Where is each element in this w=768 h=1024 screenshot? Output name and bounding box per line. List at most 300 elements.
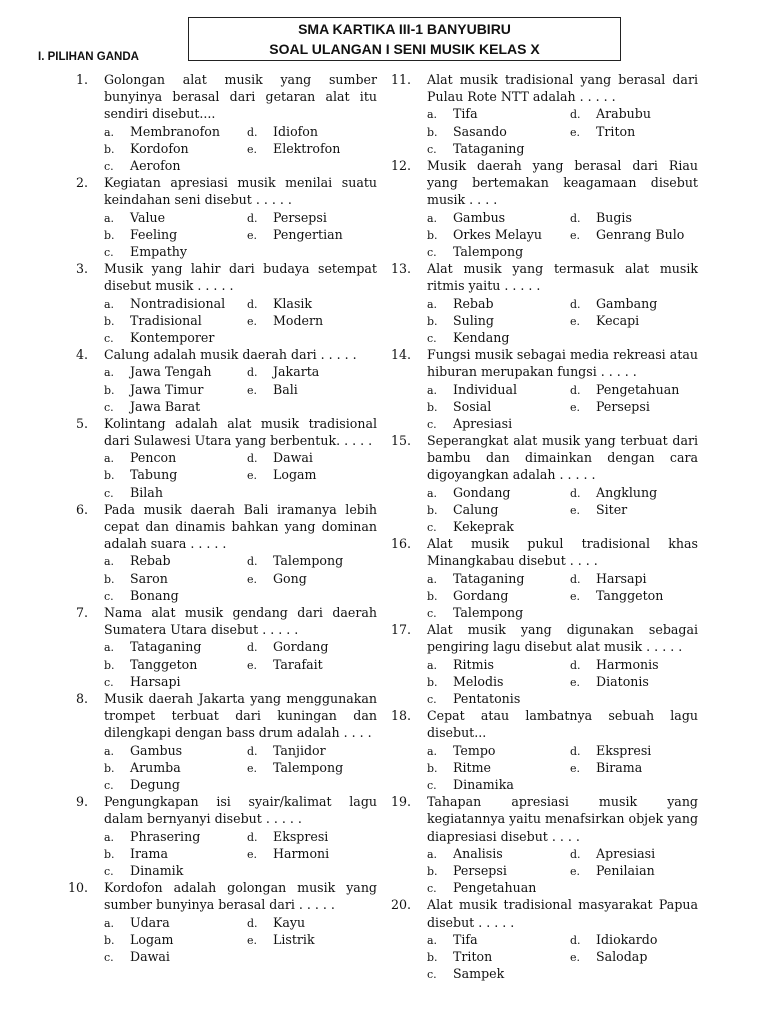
- option-letter: b.: [104, 761, 115, 775]
- option-text: Apresiasi: [453, 415, 513, 431]
- option-text: Rebab: [130, 553, 171, 569]
- option-d: [570, 484, 657, 502]
- option-letter: c.: [427, 417, 437, 431]
- option-letter: b.: [104, 658, 115, 672]
- option-a: [427, 484, 511, 502]
- option-text: Pengetahuan: [596, 381, 680, 397]
- option-letter: e.: [247, 383, 258, 397]
- answer-options: [427, 381, 698, 433]
- option-b: [104, 570, 168, 588]
- option-text: Listrik: [273, 931, 315, 947]
- option-text: Sasando: [453, 123, 507, 139]
- option-letter: e.: [247, 469, 258, 483]
- question-text: Alat musik yang digunakan sebagai pengiring lagu disebut alat musik . . . . .: [427, 622, 698, 655]
- answer-options: [104, 449, 377, 501]
- option-a: [104, 449, 176, 467]
- answer-options: [427, 845, 698, 897]
- option-letter: b.: [104, 933, 115, 947]
- option-letter: d.: [570, 933, 581, 947]
- option-text: Ekspresi: [273, 828, 329, 844]
- question-text: Kegiatan apresiasi musik menilai suatu keindahan seni disebut . . . . .: [104, 175, 377, 208]
- option-b: [104, 381, 203, 399]
- option-a: [104, 295, 225, 313]
- option-text: Birama: [596, 759, 643, 775]
- question-number: 2.: [75, 175, 88, 191]
- option-text: Tifa: [453, 106, 478, 122]
- option-e: [247, 931, 315, 949]
- question-number: 3.: [75, 261, 88, 277]
- option-e: [570, 948, 647, 966]
- option-letter: e.: [247, 761, 258, 775]
- option-letter: c.: [104, 589, 114, 603]
- option-letter: c.: [104, 778, 114, 792]
- option-e: [247, 656, 323, 674]
- question-item: [387, 260, 698, 346]
- option-letter: c.: [104, 159, 114, 173]
- question-text: Kordofon adalah golongan musik yang sumber bunyinya berasal dari . . . . .: [104, 880, 377, 913]
- option-c: [427, 140, 524, 158]
- option-letter: d.: [247, 297, 258, 311]
- option-e: [570, 673, 649, 691]
- answer-options: [427, 742, 698, 794]
- answer-options: [104, 828, 377, 880]
- question-text: Musik yang lahir dari budaya setempat disebut musik . . . . .: [104, 261, 377, 294]
- option-text: Tanggeton: [130, 656, 198, 672]
- option-letter: d.: [247, 211, 258, 225]
- option-letter: d.: [247, 555, 258, 569]
- option-b: [427, 862, 507, 880]
- question-text: Pada musik daerah Bali iramanya lebih cepat dan dinamis bahkan yang dominan adalah suara . . . . .: [104, 501, 377, 552]
- option-text: Irama: [130, 845, 168, 861]
- option-text: Kayu: [273, 914, 306, 930]
- question-item: [64, 346, 377, 415]
- option-b: [427, 673, 504, 691]
- option-a: [104, 209, 165, 227]
- option-c: [104, 398, 200, 416]
- option-e: [570, 759, 642, 777]
- option-letter: c.: [104, 864, 114, 878]
- option-text: Harsapi: [130, 673, 181, 689]
- option-c: [427, 879, 536, 897]
- option-text: Bali: [273, 381, 298, 397]
- option-letter: b.: [427, 400, 438, 414]
- option-letter: e.: [570, 400, 581, 414]
- option-text: Idiokardo: [596, 931, 658, 947]
- question-item: [64, 879, 377, 965]
- option-letter: b.: [427, 761, 438, 775]
- option-letter: a.: [104, 916, 115, 930]
- option-text: Arumba: [130, 759, 181, 775]
- option-letter: a.: [104, 297, 115, 311]
- option-text: Tataganing: [453, 570, 525, 586]
- option-letter: c.: [427, 245, 437, 259]
- option-letter: b.: [104, 142, 115, 156]
- option-a: [104, 552, 171, 570]
- option-d: [570, 105, 651, 123]
- option-e: [247, 759, 343, 777]
- option-letter: d.: [247, 366, 258, 380]
- option-text: Tanggeton: [596, 587, 664, 603]
- option-letter: a.: [104, 555, 115, 569]
- option-text: Suling: [453, 312, 494, 328]
- option-letter: b.: [104, 228, 115, 242]
- option-text: Kontemporer: [130, 329, 215, 345]
- option-text: Sosial: [453, 398, 492, 414]
- question-item: [387, 432, 698, 535]
- option-text: Siter: [596, 501, 628, 517]
- option-e: [247, 140, 340, 158]
- option-d: [247, 449, 313, 467]
- answer-options: [427, 570, 698, 622]
- option-c: [427, 329, 509, 347]
- option-text: Talempong: [273, 759, 344, 775]
- option-text: Talempong: [453, 243, 524, 259]
- option-a: [104, 363, 212, 381]
- option-c: [427, 243, 523, 261]
- answer-options: [427, 931, 698, 983]
- option-text: Salodap: [596, 948, 648, 964]
- question-item: [64, 690, 377, 793]
- option-text: Bilah: [130, 484, 163, 500]
- question-text: Tahapan apresiasi musik yang kegiatannya yaitu menafsirkan objek yang diapresiasi disebut . . . .: [427, 794, 698, 844]
- option-a: [427, 656, 494, 674]
- option-text: Individual: [453, 381, 518, 397]
- option-c: [427, 415, 512, 433]
- option-text: Saron: [130, 570, 168, 586]
- option-d: [247, 914, 305, 932]
- option-letter: c.: [427, 521, 437, 535]
- option-letter: e.: [247, 658, 258, 672]
- option-letter: e.: [570, 761, 581, 775]
- option-letter: b.: [427, 675, 438, 689]
- option-a: [104, 638, 201, 656]
- option-letter: b.: [104, 847, 115, 861]
- question-text: Calung adalah musik daerah dari . . . . .: [104, 347, 357, 363]
- option-text: Modern: [273, 312, 324, 328]
- question-text: Fungsi musik sebagai media rekreasi atau hiburan merupakan fungsi . . . . .: [427, 347, 698, 380]
- question-number: 16.: [390, 536, 411, 552]
- option-letter: b.: [104, 572, 115, 586]
- option-e: [247, 226, 343, 244]
- option-text: Nontradisional: [130, 295, 226, 311]
- option-letter: d.: [247, 916, 258, 930]
- question-number: 14.: [390, 347, 411, 363]
- question-number: 19.: [390, 794, 411, 810]
- answer-options: [427, 295, 698, 347]
- answer-options: [427, 656, 698, 708]
- question-number: 17.: [390, 622, 411, 638]
- option-letter: e.: [570, 228, 581, 242]
- option-letter: a.: [427, 658, 438, 672]
- question-text: Alat musik tradisional masyarakat Papua disebut . . . . .: [427, 897, 698, 930]
- option-letter: e.: [247, 314, 258, 328]
- option-text: Pengertian: [273, 226, 343, 242]
- option-letter: d.: [247, 641, 258, 655]
- option-letter: a.: [427, 847, 438, 861]
- option-text: Triton: [596, 123, 636, 139]
- option-b: [427, 312, 494, 330]
- option-text: Arabubu: [596, 106, 651, 122]
- answer-options: [104, 638, 377, 690]
- option-text: Gordang: [453, 587, 509, 603]
- option-c: [104, 862, 183, 880]
- section-title: I. PILIHAN GANDA: [38, 51, 139, 63]
- question-number: 4.: [75, 347, 88, 363]
- option-text: Persepsi: [453, 862, 507, 878]
- option-letter: b.: [427, 864, 438, 878]
- option-e: [570, 398, 650, 416]
- question-number: 11.: [390, 72, 411, 87]
- question-text: Seperangkat alat musik yang terbuat dari bambu dan dimainkan dengan cara digoyangkan adalah . . . . .: [427, 433, 698, 483]
- option-text: Idiofon: [273, 123, 319, 139]
- option-text: Logam: [273, 467, 317, 483]
- option-text: Triton: [453, 948, 493, 964]
- option-letter: b.: [427, 503, 438, 517]
- option-d: [570, 295, 657, 313]
- option-text: Angklung: [596, 484, 658, 500]
- option-text: Jakarta: [273, 364, 320, 380]
- question-text: Pengungkapan isi syair/kalimat lagu dalam bernyanyi disebut . . . . .: [104, 794, 377, 827]
- option-c: [104, 243, 187, 261]
- question-text: Musik daerah yang berasal dari Riau yang bertemakan keagamaan disebut musik . . . .: [427, 157, 698, 208]
- option-text: Membranofon: [130, 123, 220, 139]
- option-e: [570, 862, 655, 880]
- option-text: Tataganing: [130, 639, 202, 655]
- option-b: [104, 466, 177, 484]
- option-text: Dinamika: [453, 776, 514, 792]
- option-text: Persepsi: [596, 398, 650, 414]
- option-letter: a.: [104, 452, 115, 466]
- option-text: Gambus: [130, 742, 183, 758]
- option-a: [104, 914, 170, 932]
- option-b: [427, 501, 498, 519]
- exam-title: SOAL ULANGAN I SENI MUSIK KELAS X: [269, 41, 540, 57]
- question-item: [387, 535, 698, 621]
- option-letter: b.: [104, 383, 115, 397]
- option-letter: d.: [570, 744, 581, 758]
- option-letter: d.: [570, 383, 581, 397]
- option-letter: d.: [570, 847, 581, 861]
- option-e: [570, 226, 684, 244]
- question-number: 12.: [390, 157, 411, 173]
- option-letter: d.: [570, 297, 581, 311]
- option-text: Tifa: [453, 931, 478, 947]
- option-d: [570, 931, 657, 949]
- option-e: [570, 587, 663, 605]
- option-text: Kordofon: [130, 140, 189, 156]
- option-letter: e.: [247, 847, 258, 861]
- question-number: 1.: [75, 72, 88, 87]
- question-text: Golongan alat musik yang sumber bunyinya berasal dari getaran alat itu sendiri disebut....: [104, 72, 377, 122]
- option-text: Gong: [273, 570, 307, 586]
- question-number: 5.: [75, 415, 88, 431]
- option-d: [247, 363, 319, 381]
- option-letter: c.: [104, 950, 114, 964]
- option-letter: d.: [570, 572, 581, 586]
- answer-options: [427, 105, 698, 157]
- option-b: [104, 226, 177, 244]
- option-text: Kendang: [453, 329, 510, 345]
- option-letter: e.: [247, 572, 258, 586]
- question-text: Cepat atau lambatnya sebuah lagu disebut...: [427, 708, 698, 741]
- option-letter: a.: [104, 830, 115, 844]
- option-c: [104, 948, 170, 966]
- answer-options: [104, 914, 377, 966]
- option-b: [427, 123, 507, 141]
- option-letter: e.: [570, 125, 581, 139]
- question-number: 6.: [75, 501, 88, 517]
- question-item: [64, 415, 377, 501]
- option-b: [104, 759, 181, 777]
- option-b: [427, 759, 491, 777]
- question-text: Nama alat musik gendang dari daerah Sumatera Utara disebut . . . . .: [104, 605, 377, 638]
- option-text: Ritmis: [453, 656, 495, 672]
- option-letter: d.: [570, 658, 581, 672]
- option-letter: b.: [427, 589, 438, 603]
- option-text: Empathy: [130, 243, 187, 259]
- option-text: Phrasering: [130, 828, 201, 844]
- answer-options: [104, 552, 377, 604]
- option-text: Dawai: [130, 948, 170, 964]
- option-b: [104, 140, 189, 158]
- option-text: Tanjidor: [273, 742, 326, 758]
- option-a: [427, 742, 495, 760]
- option-d: [247, 552, 343, 570]
- option-letter: c.: [104, 400, 114, 414]
- option-text: Logam: [130, 931, 174, 947]
- option-d: [247, 828, 328, 846]
- option-b: [427, 948, 492, 966]
- option-letter: d.: [247, 452, 258, 466]
- option-letter: c.: [104, 245, 114, 259]
- option-letter: c.: [427, 882, 437, 896]
- option-text: Penilaian: [596, 862, 655, 878]
- option-e: [247, 381, 298, 399]
- option-c: [427, 776, 514, 794]
- option-text: Sampek: [453, 966, 505, 982]
- option-c: [427, 965, 504, 983]
- question-number: 20.: [390, 897, 411, 913]
- answer-options: [104, 363, 377, 415]
- answer-options: [427, 209, 698, 261]
- option-d: [247, 209, 327, 227]
- option-letter: c.: [427, 331, 437, 345]
- option-e: [570, 501, 627, 519]
- option-d: [247, 742, 326, 760]
- option-text: Tradisional: [130, 312, 202, 328]
- option-e: [247, 312, 323, 330]
- option-b: [104, 931, 173, 949]
- option-letter: d.: [247, 830, 258, 844]
- option-letter: a.: [104, 125, 115, 139]
- question-text: Alat musik yang termasuk alat musik ritmis yaitu . . . . .: [427, 261, 698, 294]
- question-item: [64, 260, 377, 346]
- question-item: [64, 604, 377, 690]
- question-column-left: [64, 71, 377, 965]
- question-number: 10.: [67, 880, 88, 896]
- option-letter: a.: [427, 383, 438, 397]
- question-column-right: [387, 71, 698, 982]
- option-d: [570, 742, 651, 760]
- option-d: [570, 381, 679, 399]
- option-letter: b.: [427, 228, 438, 242]
- answer-options: [427, 484, 698, 536]
- option-a: [427, 105, 478, 123]
- option-d: [570, 656, 659, 674]
- option-letter: e.: [570, 864, 581, 878]
- option-text: Analisis: [453, 845, 503, 861]
- option-letter: e.: [570, 314, 581, 328]
- option-text: Harmonis: [596, 656, 659, 672]
- option-c: [427, 518, 514, 536]
- option-d: [570, 209, 632, 227]
- question-number: 18.: [390, 708, 411, 724]
- option-letter: c.: [104, 486, 114, 500]
- option-letter: e.: [570, 675, 581, 689]
- option-letter: c.: [427, 693, 437, 706]
- option-letter: b.: [427, 314, 438, 328]
- question-number: 9.: [75, 794, 88, 810]
- option-letter: b.: [104, 314, 115, 328]
- option-text: Value: [130, 209, 166, 225]
- option-letter: c.: [427, 778, 437, 792]
- option-a: [104, 828, 200, 846]
- option-text: Kecapi: [596, 312, 640, 328]
- option-a: [427, 381, 517, 399]
- option-b: [104, 312, 202, 330]
- option-text: Gambus: [453, 209, 506, 225]
- option-a: [427, 295, 494, 313]
- option-e: [247, 845, 329, 863]
- question-item: [387, 71, 698, 157]
- option-text: Tataganing: [453, 140, 525, 156]
- question-number: 8.: [75, 690, 88, 706]
- option-c: [104, 776, 180, 794]
- option-letter: c.: [104, 331, 114, 345]
- option-text: Diatonis: [596, 673, 649, 689]
- answer-options: [104, 123, 377, 175]
- answer-options: [104, 209, 377, 261]
- option-letter: a.: [427, 297, 438, 311]
- question-text: Musik daerah Jakarta yang menggunakan trompet terbuat dari kuningan dan dilengkapi dengan bass drum adalah . . . .: [104, 690, 377, 741]
- answer-options: [104, 295, 377, 347]
- option-letter: a.: [104, 641, 115, 655]
- option-c: [427, 604, 523, 622]
- option-text: Ritme: [453, 759, 491, 775]
- option-letter: a.: [427, 108, 438, 122]
- option-d: [570, 845, 655, 863]
- option-letter: d.: [247, 125, 258, 139]
- option-text: Bugis: [596, 209, 632, 225]
- question-item: [387, 793, 698, 896]
- question-item: [387, 707, 698, 793]
- option-text: Tabung: [130, 467, 178, 483]
- option-letter: d.: [570, 211, 581, 225]
- option-c: [104, 484, 163, 502]
- option-letter: a.: [427, 933, 438, 947]
- option-text: Gordang: [273, 639, 329, 655]
- option-letter: a.: [104, 744, 115, 758]
- option-d: [247, 295, 312, 313]
- option-letter: a.: [427, 486, 438, 500]
- question-item: [387, 346, 698, 432]
- option-text: Elektrofon: [273, 140, 341, 156]
- option-letter: a.: [104, 366, 115, 380]
- option-text: Jawa Timur: [130, 381, 204, 397]
- question-item: [387, 621, 698, 707]
- question-text: Kolintang adalah alat musik tradisional dari Sulawesi Utara yang berbentuk. . . . .: [104, 415, 377, 449]
- option-text: Orkes Melayu: [453, 226, 543, 242]
